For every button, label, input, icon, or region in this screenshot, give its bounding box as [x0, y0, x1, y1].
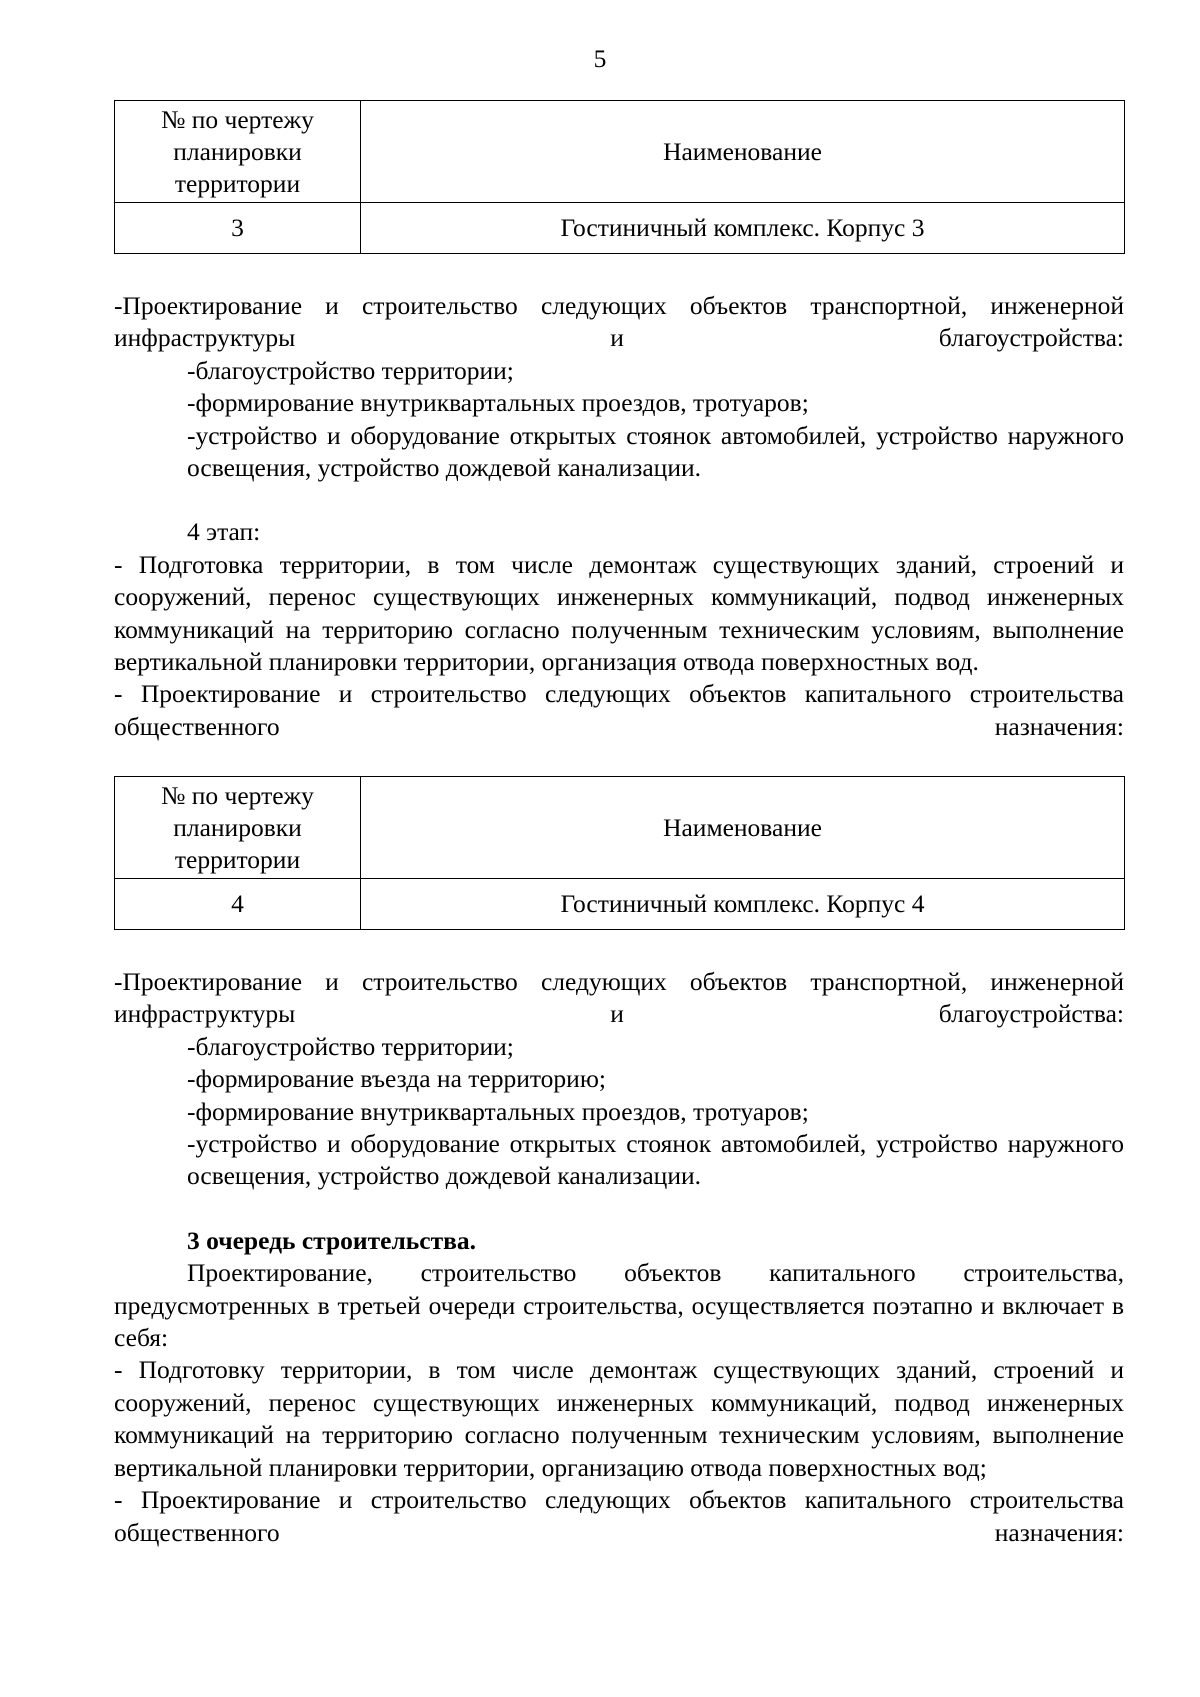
table-row	[115, 203, 1125, 254]
paragraph: -Проектирование и строительство следующих объектов транспортной, инженерной инфраструктуры и благоустройства:	[114, 291, 1124, 353]
list-item: -формирование внутриквартальных проездов, тротуаров;	[187, 1096, 809, 1126]
header-line: планировки	[173, 136, 302, 166]
header-line: № по чертежу	[161, 780, 314, 810]
list-item: -формирование внутриквартальных проездов, тротуаров;	[187, 388, 809, 418]
cell-name: Гостиничный комплекс. Корпус 4	[361, 879, 1125, 930]
paragraph: - Подготовка территории, в том числе демонтаж существующих зданий, строений и сооружений, перенос существующих инженерных коммуникаций, подвод инженерных коммуникаций на территорию согласно полученным техническим условиям, выполнение вертикальной планировки территории, организация отвода поверхностных вод.	[114, 549, 1124, 677]
list-item: -устройство и оборудование открытых стоянок автомобилей, устройство наружного освещения, устройство дождевой канализации.	[187, 420, 1124, 483]
page-number: 5	[593, 44, 607, 73]
header-name: Наименование	[361, 777, 1125, 879]
paragraph: - Проектирование и строительство следующих объектов капитального строительства общественного назначения:	[114, 1485, 1124, 1547]
paragraph: Проектирование, строительство объектов капитального строительства, предусмотренных в третьей очереди строительства, осуществляется поэтапно и включает в себя:	[114, 1258, 1124, 1353]
list-item: -устройство и оборудование открытых стоянок автомобилей, устройство наружного освещения, устройство дождевой канализации.	[187, 1129, 1124, 1191]
table-header-row	[115, 101, 1125, 203]
objects-table-corpus3	[114, 100, 1125, 254]
table-header-row	[115, 777, 1125, 879]
paragraph: - Проектирование и строительство следующих объектов капитального строительства общественного назначения:	[114, 679, 1124, 741]
header-line: территории	[174, 844, 301, 874]
header-drawing-number	[115, 777, 361, 879]
objects-table-corpus4	[114, 776, 1125, 930]
header-line: территории	[174, 168, 301, 198]
header-line: планировки	[173, 812, 302, 842]
header-line: № по чертежу	[161, 104, 314, 134]
cell-number: 3	[115, 203, 361, 254]
stage-heading: 4 этап:	[187, 517, 261, 547]
paragraph: - Подготовку территории, в том числе демонтаж существующих зданий, строений и сооружений, перенос существующих инженерных коммуникаций, подвод инженерных коммуникаций на территорию согласно полученным техническим условиям, выполнение вертикальной планировки территории, организацию отвода поверхностных вод;	[114, 1355, 1124, 1482]
table-row	[115, 879, 1125, 930]
section-stage3-corpus3	[114, 100, 1124, 743]
paragraph: -Проектирование и строительство следующих объектов транспортной, инженерной инфраструктуры и благоустройства:	[114, 967, 1124, 1029]
header-drawing-number	[115, 101, 361, 203]
header-name: Наименование	[361, 101, 1125, 203]
list-item: -благоустройство территории;	[187, 355, 514, 385]
section-stage4-corpus4	[114, 776, 1124, 1549]
cell-name: Гостиничный комплекс. Корпус 3	[361, 203, 1125, 254]
list-item: -благоустройство территории;	[187, 1031, 514, 1061]
construction-queue-heading: 3 очередь строительства.	[187, 1225, 476, 1255]
cell-number: 4	[115, 879, 361, 930]
list-item: -формирование въезда на территорию;	[187, 1064, 606, 1094]
